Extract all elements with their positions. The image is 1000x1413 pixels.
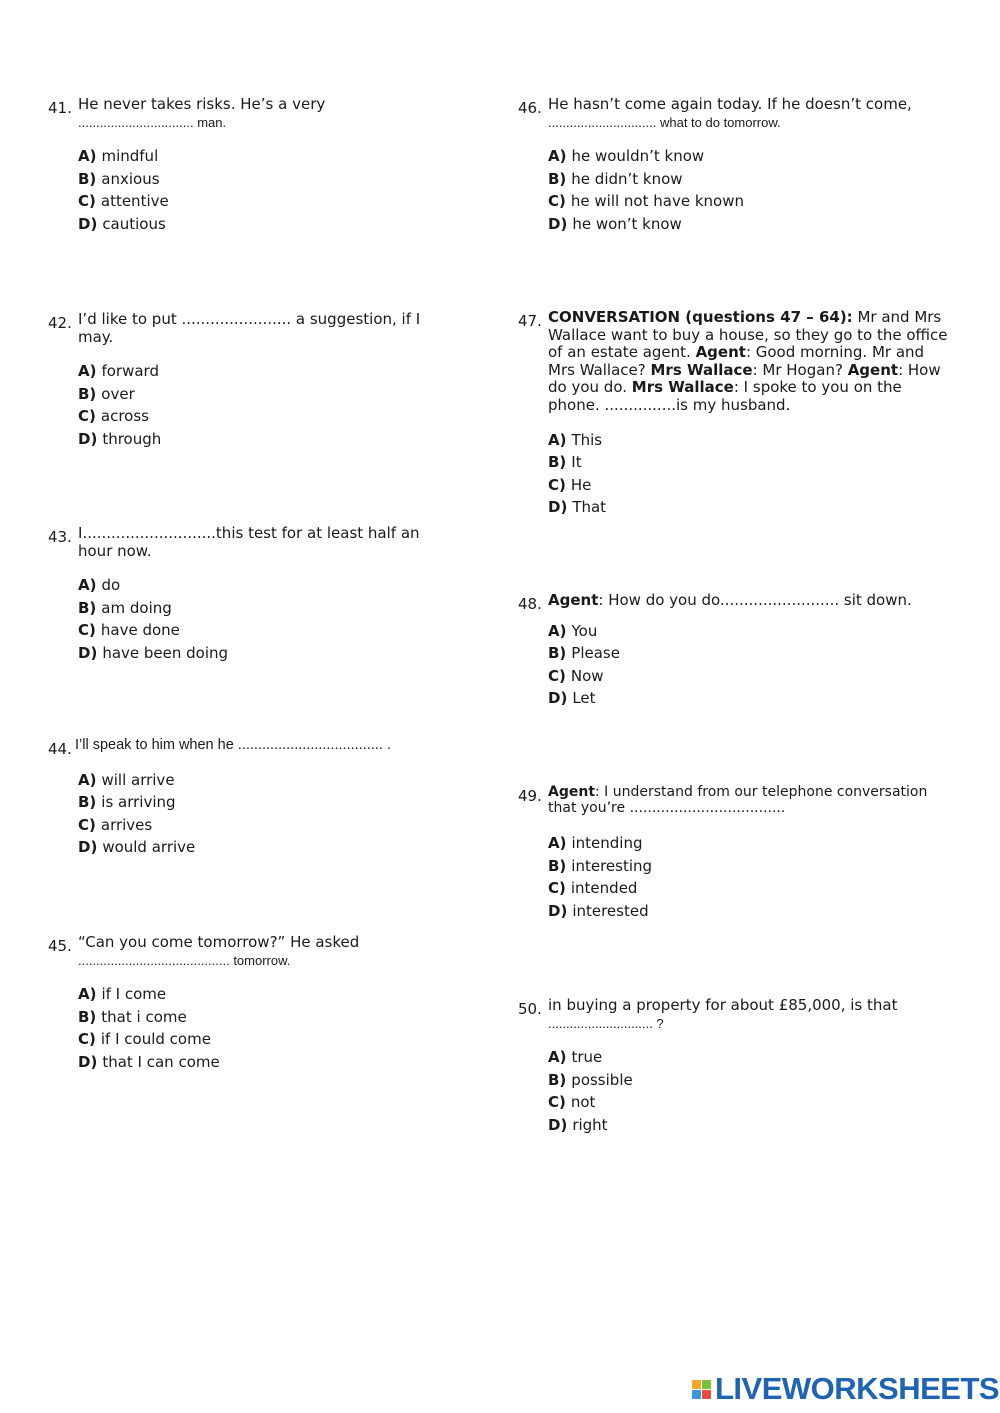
conversation-heading: CONVERSATION (questions 47 – 64): bbox=[548, 308, 853, 326]
question-number: 42. bbox=[48, 314, 72, 332]
option-c[interactable] bbox=[78, 190, 468, 213]
option-letter: C) bbox=[548, 879, 566, 898]
option-text: That bbox=[572, 498, 607, 517]
option-c[interactable] bbox=[78, 1028, 468, 1051]
blank-dots: ................................ bbox=[78, 114, 194, 130]
stem-text: Mr and Mrs Wallace want to buy a house, so they go to the office of an estate agent. bbox=[548, 308, 948, 362]
option-letter: C) bbox=[78, 1030, 96, 1049]
question-stem bbox=[78, 311, 468, 346]
question-50 bbox=[518, 997, 952, 1136]
liveworksheets-logo bbox=[692, 1371, 999, 1407]
question-stem bbox=[78, 525, 468, 560]
option-letter: C) bbox=[78, 621, 96, 640]
speaker-label: Agent bbox=[847, 360, 899, 379]
stem-text: : How do you do......................... sit down. bbox=[598, 591, 912, 609]
option-letter: B) bbox=[78, 384, 97, 403]
question-stem bbox=[548, 592, 952, 610]
option-a[interactable] bbox=[548, 1046, 952, 1069]
question-number: 45. bbox=[48, 937, 72, 955]
option-text: anxious bbox=[101, 169, 160, 188]
option-text: will arrive bbox=[101, 770, 175, 789]
logo-tile bbox=[692, 1390, 701, 1399]
stem-line: hour now. bbox=[78, 541, 152, 560]
stem-tail: tomorrow. bbox=[229, 952, 291, 968]
option-d[interactable] bbox=[78, 1051, 468, 1074]
stem-text: : How do you do. bbox=[548, 360, 941, 397]
option-letter: A) bbox=[548, 834, 567, 852]
options-list bbox=[548, 832, 952, 922]
option-a[interactable] bbox=[548, 429, 952, 452]
option-d[interactable] bbox=[78, 642, 468, 665]
option-b[interactable] bbox=[78, 383, 468, 406]
question-number: 41. bbox=[48, 99, 72, 117]
question-stem bbox=[78, 934, 468, 969]
option-b[interactable] bbox=[548, 451, 952, 474]
option-c[interactable] bbox=[548, 877, 952, 900]
option-d[interactable] bbox=[548, 213, 938, 236]
option-text: he didn’t know bbox=[571, 169, 683, 188]
option-d[interactable] bbox=[548, 687, 952, 710]
logo-tile bbox=[692, 1380, 701, 1389]
option-text: arrives bbox=[100, 815, 153, 834]
logo-tile bbox=[702, 1380, 711, 1389]
option-text: forward bbox=[101, 362, 159, 380]
stem-line: ............................. ? bbox=[548, 1015, 664, 1031]
question-number: 46. bbox=[518, 99, 542, 117]
option-a[interactable] bbox=[548, 832, 952, 855]
option-letter: C) bbox=[78, 407, 96, 426]
blank-dots: .............................. bbox=[548, 114, 657, 130]
question-number: 48. bbox=[518, 595, 542, 613]
option-letter: A) bbox=[548, 1048, 567, 1066]
option-letter: B) bbox=[78, 169, 97, 188]
stem-text: : I spoke to you on the phone. ...............is my husband. bbox=[548, 378, 902, 414]
options-list bbox=[548, 1046, 952, 1136]
logo-text: LIVEWORKSHEETS bbox=[715, 1371, 1000, 1406]
stem-text: : Good morning. Mr and Mrs Wallace? bbox=[548, 343, 925, 379]
option-letter: D) bbox=[548, 1115, 568, 1134]
stem-line: “Can you come tomorrow?” He asked bbox=[78, 933, 360, 951]
option-letter: A) bbox=[78, 362, 97, 380]
option-text: intended bbox=[570, 879, 638, 898]
option-d[interactable] bbox=[548, 900, 952, 923]
option-b[interactable] bbox=[78, 791, 468, 814]
option-letter: A) bbox=[78, 985, 97, 1003]
question-48 bbox=[518, 592, 952, 710]
question-42 bbox=[48, 311, 468, 450]
option-letter: D) bbox=[548, 901, 568, 920]
option-d[interactable] bbox=[78, 428, 468, 451]
stem-text: : Mr Hogan? bbox=[752, 360, 848, 379]
option-letter: B) bbox=[548, 453, 567, 472]
question-stem bbox=[78, 96, 468, 131]
option-letter: A) bbox=[78, 770, 97, 789]
option-letter: D) bbox=[78, 838, 98, 857]
option-letter: C) bbox=[548, 475, 566, 494]
stem-tail: man. bbox=[193, 114, 227, 130]
speaker-label: Agent bbox=[548, 784, 596, 800]
option-letter: B) bbox=[548, 644, 567, 663]
option-c[interactable] bbox=[78, 405, 468, 428]
option-letter: B) bbox=[548, 169, 567, 188]
option-text: would arrive bbox=[102, 838, 196, 857]
option-letter: D) bbox=[78, 214, 98, 233]
options-list bbox=[78, 983, 468, 1073]
option-text: mindful bbox=[101, 147, 159, 165]
question-41 bbox=[48, 96, 468, 235]
question-stem bbox=[75, 737, 468, 755]
option-text: attentive bbox=[100, 192, 169, 211]
option-text: he wouldn’t know bbox=[571, 147, 705, 165]
option-b[interactable] bbox=[78, 597, 468, 620]
question-stem bbox=[548, 96, 938, 131]
question-stem bbox=[548, 309, 952, 415]
question-stem bbox=[548, 997, 952, 1032]
question-number: 44. bbox=[48, 740, 72, 758]
option-c[interactable] bbox=[78, 814, 468, 837]
option-text: through bbox=[102, 429, 162, 448]
option-text: Please bbox=[571, 644, 620, 663]
stem-line bbox=[78, 952, 468, 970]
option-letter: C) bbox=[548, 1093, 566, 1112]
option-letter: C) bbox=[78, 815, 96, 834]
stem-tail: what to do tomorrow. bbox=[656, 114, 781, 130]
option-letter: B) bbox=[78, 598, 97, 617]
option-text: have done bbox=[100, 621, 180, 640]
stem-line: that you’re ................................... bbox=[548, 800, 786, 816]
stem-line: in buying a property for about £85,000, is that bbox=[548, 996, 898, 1014]
option-d[interactable] bbox=[78, 213, 468, 236]
option-letter: B) bbox=[78, 1007, 97, 1026]
option-b[interactable] bbox=[78, 1006, 468, 1029]
speaker-label: Mrs Wallace bbox=[650, 360, 753, 379]
option-letter: D) bbox=[548, 498, 568, 517]
option-letter: B) bbox=[548, 1070, 567, 1089]
blank-dots: .......................................... bbox=[78, 952, 230, 968]
option-a[interactable] bbox=[78, 574, 468, 597]
question-number: 50. bbox=[518, 1000, 542, 1018]
option-letter: A) bbox=[548, 147, 567, 165]
option-letter: C) bbox=[78, 192, 96, 211]
option-a[interactable] bbox=[78, 360, 468, 383]
stem-line: He hasn’t come again today. If he doesn’t come, bbox=[548, 95, 912, 113]
option-c[interactable] bbox=[548, 474, 952, 497]
question-47 bbox=[518, 309, 952, 519]
question-stem bbox=[548, 784, 952, 816]
options-list bbox=[78, 145, 468, 235]
option-text: interested bbox=[572, 901, 649, 920]
question-43 bbox=[48, 525, 468, 664]
option-letter: D) bbox=[78, 643, 98, 662]
option-c[interactable] bbox=[548, 190, 938, 213]
options-list bbox=[548, 145, 938, 235]
option-text: if I come bbox=[101, 985, 167, 1003]
logo-tile bbox=[702, 1390, 711, 1399]
logo-icon bbox=[692, 1380, 711, 1399]
stem-text: : I understand from our telephone conversation bbox=[595, 784, 928, 800]
option-letter: D) bbox=[548, 214, 568, 233]
option-letter: A) bbox=[78, 576, 97, 594]
stem-line bbox=[548, 784, 952, 800]
option-c[interactable] bbox=[78, 619, 468, 642]
option-a[interactable] bbox=[78, 769, 468, 792]
stem-line: I’ll speak to him when he .................................... . bbox=[75, 737, 391, 753]
stem-line: I’d like to put ....................... a suggestion, if I bbox=[78, 310, 421, 328]
option-text: over bbox=[101, 384, 135, 403]
option-a[interactable] bbox=[548, 145, 938, 168]
option-text: across bbox=[100, 407, 149, 426]
option-text: have been doing bbox=[102, 643, 229, 662]
option-letter: A) bbox=[548, 621, 567, 640]
option-letter: A) bbox=[78, 147, 97, 165]
option-text: is arriving bbox=[101, 793, 176, 812]
option-letter: B) bbox=[78, 793, 97, 812]
stem-line: I............................this test for at least half an bbox=[78, 524, 420, 542]
option-text: not bbox=[570, 1093, 596, 1112]
option-letter: D) bbox=[78, 429, 98, 448]
option-text: am doing bbox=[101, 598, 172, 617]
option-text: intending bbox=[571, 834, 643, 852]
speaker-label: Agent bbox=[548, 591, 599, 609]
option-letter: C) bbox=[548, 666, 566, 685]
option-text: He bbox=[570, 475, 592, 494]
option-d[interactable] bbox=[548, 496, 952, 519]
option-text: Now bbox=[570, 666, 604, 685]
option-a[interactable] bbox=[78, 145, 468, 168]
option-letter: B) bbox=[548, 856, 567, 875]
stem-line: may. bbox=[78, 327, 114, 346]
question-49 bbox=[518, 784, 952, 922]
option-c[interactable] bbox=[548, 665, 952, 688]
option-text: Let bbox=[572, 689, 596, 708]
option-text: It bbox=[571, 453, 582, 472]
question-number: 49. bbox=[518, 787, 542, 805]
options-list bbox=[548, 429, 952, 519]
option-text: right bbox=[572, 1115, 608, 1134]
option-b[interactable] bbox=[548, 855, 952, 878]
options-list bbox=[78, 769, 468, 859]
question-45 bbox=[48, 934, 468, 1073]
option-b[interactable] bbox=[548, 1069, 952, 1092]
option-text: if I could come bbox=[100, 1030, 211, 1049]
option-text: cautious bbox=[102, 214, 166, 233]
option-letter: D) bbox=[548, 689, 568, 708]
option-text: You bbox=[571, 621, 598, 640]
option-b[interactable] bbox=[548, 642, 952, 665]
speaker-label: Agent bbox=[695, 343, 746, 362]
option-text: This bbox=[571, 430, 603, 449]
question-46 bbox=[518, 96, 938, 235]
options-list bbox=[78, 360, 468, 450]
option-text: true bbox=[571, 1048, 603, 1066]
option-letter: D) bbox=[78, 1052, 98, 1071]
option-d[interactable] bbox=[78, 836, 468, 859]
option-a[interactable] bbox=[78, 983, 468, 1006]
option-c[interactable] bbox=[548, 1091, 952, 1114]
option-text: do bbox=[101, 576, 121, 594]
stem-line bbox=[78, 114, 468, 132]
speaker-label: Mrs Wallace bbox=[631, 378, 734, 397]
option-a[interactable] bbox=[548, 620, 952, 643]
option-text: possible bbox=[571, 1070, 633, 1089]
options-list bbox=[78, 574, 468, 664]
option-text: interesting bbox=[571, 856, 653, 875]
option-text: he won’t know bbox=[572, 214, 682, 233]
options-list bbox=[548, 620, 952, 710]
option-letter: A) bbox=[548, 430, 567, 449]
option-b[interactable] bbox=[548, 168, 938, 191]
option-b[interactable] bbox=[78, 168, 468, 191]
option-letter: C) bbox=[548, 192, 566, 211]
question-44 bbox=[48, 737, 468, 859]
stem-line bbox=[548, 114, 938, 132]
option-text: that I can come bbox=[102, 1052, 220, 1071]
question-number: 43. bbox=[48, 528, 72, 546]
option-d[interactable] bbox=[548, 1114, 952, 1137]
option-text: that i come bbox=[101, 1007, 187, 1026]
question-number: 47. bbox=[518, 312, 542, 330]
option-text: he will not have known bbox=[570, 192, 744, 211]
stem-line: He never takes risks. He’s a very bbox=[78, 95, 326, 113]
